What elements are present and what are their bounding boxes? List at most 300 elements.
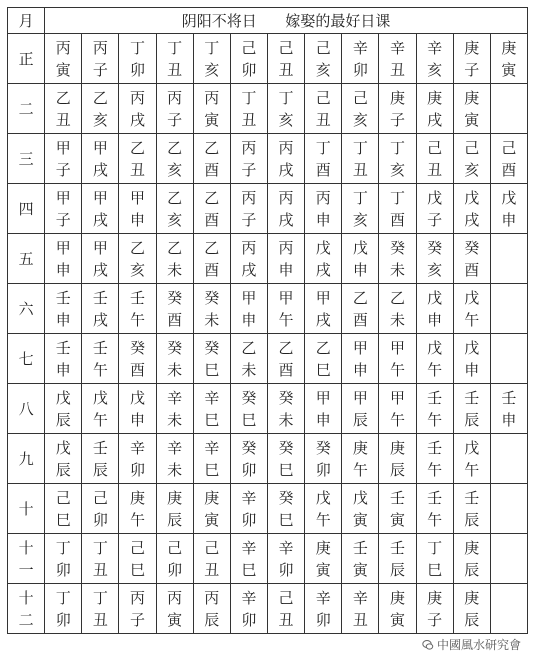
day-cell <box>379 534 416 584</box>
day-cell <box>490 484 527 534</box>
day-cell <box>490 534 527 584</box>
earthly-branch: 辰 <box>464 560 480 579</box>
day-cell <box>453 334 490 384</box>
earthly-branch: 未 <box>167 410 183 429</box>
day-cell <box>119 384 156 434</box>
heavenly-stem: 己 <box>501 138 517 157</box>
earthly-branch: 辰 <box>55 460 71 479</box>
day-cell <box>45 384 82 434</box>
heavenly-stem: 丁 <box>92 588 108 607</box>
day-cell <box>453 134 490 184</box>
heavenly-stem: 辛 <box>278 538 294 557</box>
earthly-branch: 未 <box>278 410 294 429</box>
heavenly-stem: 戊 <box>55 438 71 457</box>
earthly-branch: 未 <box>389 260 405 279</box>
heavenly-stem: 甲 <box>241 288 257 307</box>
heavenly-stem: 庚 <box>389 438 405 457</box>
day-cell <box>82 34 119 84</box>
heavenly-stem: 丙 <box>278 238 294 257</box>
heavenly-stem: 丁 <box>55 538 71 557</box>
day-cell <box>379 284 416 334</box>
earthly-branch: 子 <box>427 610 443 629</box>
day-cell <box>156 584 193 634</box>
heavenly-stem: 乙 <box>55 88 71 107</box>
month-row <box>8 134 528 184</box>
day-cell <box>490 134 527 184</box>
day-cell <box>82 384 119 434</box>
heavenly-stem: 丁 <box>241 88 257 107</box>
earthly-branch: 未 <box>389 310 405 329</box>
watermark <box>422 636 521 653</box>
earthly-branch: 巳 <box>278 510 294 529</box>
earthly-branch: 申 <box>55 260 71 279</box>
heavenly-stem: 戊 <box>464 188 480 207</box>
day-cell <box>490 34 527 84</box>
earthly-branch: 辰 <box>92 460 108 479</box>
heavenly-stem: 辛 <box>241 538 257 557</box>
heavenly-stem: 甲 <box>55 238 71 257</box>
heavenly-stem: 丙 <box>204 588 220 607</box>
watermark-text: 中國風水研究會 <box>436 638 521 652</box>
day-cell <box>305 84 342 134</box>
earthly-branch: 卯 <box>241 510 257 529</box>
heavenly-stem: 癸 <box>464 238 480 257</box>
day-cell <box>193 334 230 384</box>
heavenly-stem: 甲 <box>129 188 145 207</box>
earthly-branch: 酉 <box>464 260 480 279</box>
earthly-branch: 子 <box>129 610 145 629</box>
heavenly-stem: 己 <box>92 488 108 507</box>
earthly-branch: 戌 <box>129 110 145 129</box>
heavenly-stem: 庚 <box>129 488 145 507</box>
day-cell <box>453 534 490 584</box>
earthly-branch: 卯 <box>129 60 145 79</box>
day-cell <box>82 484 119 534</box>
heavenly-stem: 甲 <box>352 388 368 407</box>
day-cell <box>156 334 193 384</box>
heavenly-stem: 戊 <box>352 238 368 257</box>
day-cell <box>119 184 156 234</box>
earthly-branch: 午 <box>129 310 145 329</box>
month-row <box>8 384 528 434</box>
earthly-branch: 巳 <box>55 510 71 529</box>
heavenly-stem: 己 <box>278 38 294 57</box>
earthly-branch: 丑 <box>352 610 368 629</box>
heavenly-stem: 己 <box>129 538 145 557</box>
heavenly-stem: 丁 <box>129 38 145 57</box>
day-cell <box>119 584 156 634</box>
month-label: 十 <box>8 484 45 534</box>
heavenly-stem: 戊 <box>92 388 108 407</box>
heavenly-stem: 己 <box>241 38 257 57</box>
month-row <box>8 34 528 84</box>
earthly-branch: 亥 <box>352 210 368 229</box>
earthly-branch: 辰 <box>204 610 220 629</box>
heavenly-stem: 己 <box>352 88 368 107</box>
day-cell <box>193 534 230 584</box>
earthly-branch: 辰 <box>167 510 183 529</box>
earthly-branch: 辰 <box>389 560 405 579</box>
heavenly-stem: 丁 <box>352 138 368 157</box>
earthly-branch: 子 <box>167 110 183 129</box>
heavenly-stem: 丙 <box>241 188 257 207</box>
day-cell <box>45 484 82 534</box>
day-cell <box>45 334 82 384</box>
month-label: 十 二 <box>8 584 45 634</box>
earthly-branch: 卯 <box>315 610 331 629</box>
day-cell <box>342 184 379 234</box>
earthly-branch: 丑 <box>167 60 183 79</box>
day-cell <box>267 84 304 134</box>
day-cell <box>305 484 342 534</box>
heavenly-stem: 丁 <box>427 538 443 557</box>
earthly-branch: 丑 <box>427 160 443 179</box>
heavenly-stem: 庚 <box>389 588 405 607</box>
day-cell <box>267 484 304 534</box>
heavenly-stem: 戊 <box>464 438 480 457</box>
day-cell <box>230 534 267 584</box>
earthly-branch: 亥 <box>352 110 368 129</box>
heavenly-stem: 丙 <box>278 188 294 207</box>
heavenly-stem: 辛 <box>204 438 220 457</box>
earthly-branch: 午 <box>315 510 331 529</box>
heavenly-stem: 癸 <box>241 388 257 407</box>
day-cell <box>82 434 119 484</box>
earthly-branch: 卯 <box>352 60 368 79</box>
heavenly-stem: 丙 <box>129 88 145 107</box>
earthly-branch: 午 <box>389 410 405 429</box>
earthly-branch: 未 <box>241 360 257 379</box>
day-cell <box>267 584 304 634</box>
earthly-branch: 亥 <box>129 260 145 279</box>
heavenly-stem: 壬 <box>464 488 480 507</box>
day-cell <box>342 284 379 334</box>
month-label: 六 <box>8 284 45 334</box>
earthly-branch: 卯 <box>315 460 331 479</box>
earthly-branch: 亥 <box>389 160 405 179</box>
earthly-branch: 巳 <box>204 360 220 379</box>
earthly-branch: 丑 <box>92 560 108 579</box>
heavenly-stem: 庚 <box>427 88 443 107</box>
day-cell <box>193 384 230 434</box>
heavenly-stem: 丙 <box>167 588 183 607</box>
earthly-branch: 戌 <box>241 260 257 279</box>
heavenly-stem: 丁 <box>389 188 405 207</box>
day-cell <box>453 34 490 84</box>
heavenly-stem: 庚 <box>352 438 368 457</box>
earthly-branch: 未 <box>204 310 220 329</box>
day-cell <box>453 434 490 484</box>
earthly-branch: 卯 <box>167 560 183 579</box>
day-cell <box>82 184 119 234</box>
heavenly-stem: 丙 <box>278 138 294 157</box>
day-cell <box>305 434 342 484</box>
earthly-branch: 丑 <box>278 60 294 79</box>
day-cell <box>416 384 453 434</box>
earthly-branch: 卯 <box>241 60 257 79</box>
earthly-branch: 辰 <box>464 410 480 429</box>
heavenly-stem: 丁 <box>389 138 405 157</box>
day-cell <box>82 334 119 384</box>
earthly-branch: 辰 <box>464 610 480 629</box>
day-cell <box>45 34 82 84</box>
month-row <box>8 484 528 534</box>
day-cell <box>193 484 230 534</box>
day-cell <box>379 134 416 184</box>
earthly-branch: 卯 <box>241 610 257 629</box>
month-row <box>8 184 528 234</box>
earthly-branch: 酉 <box>278 360 294 379</box>
heavenly-stem: 乙 <box>241 338 257 357</box>
heavenly-stem: 辛 <box>427 38 443 57</box>
earthly-branch: 亥 <box>204 60 220 79</box>
day-cell <box>342 334 379 384</box>
day-cell <box>267 384 304 434</box>
day-cell <box>230 284 267 334</box>
heavenly-stem: 己 <box>204 538 220 557</box>
day-cell <box>453 484 490 534</box>
heavenly-stem: 戊 <box>427 288 443 307</box>
earthly-branch: 寅 <box>389 510 405 529</box>
day-cell <box>490 334 527 384</box>
earthly-branch: 申 <box>427 310 443 329</box>
day-cell <box>490 434 527 484</box>
heavenly-stem: 丙 <box>55 38 71 57</box>
earthly-branch: 寅 <box>55 60 71 79</box>
heavenly-stem: 辛 <box>315 588 331 607</box>
earthly-branch: 寅 <box>389 610 405 629</box>
heavenly-stem: 庚 <box>464 88 480 107</box>
earthly-branch: 巳 <box>204 460 220 479</box>
earthly-branch: 酉 <box>167 310 183 329</box>
earthly-branch: 午 <box>427 410 443 429</box>
earthly-branch: 丑 <box>55 110 71 129</box>
day-cell <box>267 284 304 334</box>
earthly-branch: 寅 <box>352 560 368 579</box>
month-label: 三 <box>8 134 45 184</box>
heavenly-stem: 己 <box>278 588 294 607</box>
day-cell <box>119 234 156 284</box>
day-cell <box>416 484 453 534</box>
day-cell <box>305 34 342 84</box>
day-cell <box>156 134 193 184</box>
heavenly-stem: 己 <box>167 538 183 557</box>
day-cell <box>82 134 119 184</box>
earthly-branch: 子 <box>464 60 480 79</box>
heavenly-stem: 丁 <box>167 38 183 57</box>
day-cell <box>230 84 267 134</box>
heavenly-stem: 壬 <box>129 288 145 307</box>
earthly-branch: 寅 <box>204 110 220 129</box>
heavenly-stem: 壬 <box>389 488 405 507</box>
heavenly-stem: 己 <box>55 488 71 507</box>
day-cell <box>193 584 230 634</box>
heavenly-stem: 癸 <box>129 338 145 357</box>
earthly-branch: 申 <box>315 410 331 429</box>
heavenly-stem: 丁 <box>92 538 108 557</box>
day-cell <box>453 284 490 334</box>
day-cell <box>379 384 416 434</box>
month-row <box>8 534 528 584</box>
earthly-branch: 巳 <box>278 460 294 479</box>
day-cell <box>416 334 453 384</box>
earthly-branch: 申 <box>464 360 480 379</box>
heavenly-stem: 戊 <box>427 188 443 207</box>
heavenly-stem: 甲 <box>55 188 71 207</box>
month-label: 四 <box>8 184 45 234</box>
day-cell <box>267 334 304 384</box>
heavenly-stem: 壬 <box>427 488 443 507</box>
day-cell <box>156 34 193 84</box>
earthly-branch: 寅 <box>501 60 517 79</box>
heavenly-stem: 癸 <box>278 438 294 457</box>
day-cell <box>379 84 416 134</box>
day-cell <box>342 34 379 84</box>
month-row <box>8 284 528 334</box>
earthly-branch: 亥 <box>92 110 108 129</box>
earthly-branch: 丑 <box>278 610 294 629</box>
earthly-branch: 戌 <box>92 310 108 329</box>
earthly-branch: 巳 <box>315 360 331 379</box>
earthly-branch: 酉 <box>389 210 405 229</box>
day-cell <box>267 34 304 84</box>
day-cell <box>230 134 267 184</box>
heavenly-stem: 辛 <box>167 388 183 407</box>
day-cell <box>119 534 156 584</box>
heavenly-stem: 乙 <box>204 138 220 157</box>
heavenly-stem: 庚 <box>464 38 480 57</box>
heavenly-stem: 辛 <box>389 38 405 57</box>
day-cell <box>453 184 490 234</box>
heavenly-stem: 丁 <box>315 138 331 157</box>
earthly-branch: 丑 <box>315 110 331 129</box>
day-cell <box>305 584 342 634</box>
heavenly-stem: 乙 <box>92 88 108 107</box>
heavenly-stem: 乙 <box>167 188 183 207</box>
earthly-branch: 酉 <box>501 160 517 179</box>
heavenly-stem: 丙 <box>241 138 257 157</box>
day-cell <box>193 84 230 134</box>
heavenly-stem: 甲 <box>92 238 108 257</box>
heavenly-stem: 戊 <box>464 288 480 307</box>
earthly-branch: 酉 <box>315 160 331 179</box>
heavenly-stem: 甲 <box>92 138 108 157</box>
heavenly-stem: 庚 <box>501 38 517 57</box>
earthly-branch: 卯 <box>278 560 294 579</box>
month-label: 五 <box>8 234 45 284</box>
heavenly-stem: 甲 <box>389 338 405 357</box>
day-cell <box>156 284 193 334</box>
earthly-branch: 戌 <box>464 210 480 229</box>
day-cell <box>45 84 82 134</box>
earthly-branch: 午 <box>389 360 405 379</box>
day-cell <box>490 284 527 334</box>
earthly-branch: 巳 <box>241 560 257 579</box>
earthly-branch: 午 <box>427 510 443 529</box>
heavenly-stem: 丙 <box>204 88 220 107</box>
earthly-branch: 未 <box>167 260 183 279</box>
day-cell <box>193 134 230 184</box>
earthly-branch: 子 <box>241 210 257 229</box>
day-cell <box>453 584 490 634</box>
day-cell <box>119 34 156 84</box>
table-title-text: 阴阳不将日 嫁娶的最好日课 <box>181 11 391 30</box>
heavenly-stem: 丁 <box>352 188 368 207</box>
month-label: 七 <box>8 334 45 384</box>
day-cell <box>416 284 453 334</box>
day-cell <box>267 234 304 284</box>
heavenly-stem: 壬 <box>55 338 71 357</box>
earthly-branch: 戌 <box>315 260 331 279</box>
day-cell <box>379 34 416 84</box>
earthly-branch: 卯 <box>92 510 108 529</box>
month-row <box>8 584 528 634</box>
month-row <box>8 234 528 284</box>
earthly-branch: 戌 <box>92 160 108 179</box>
earthly-branch: 寅 <box>464 110 480 129</box>
heavenly-stem: 戊 <box>55 388 71 407</box>
heavenly-stem: 辛 <box>352 38 368 57</box>
day-cell <box>490 384 527 434</box>
day-cell <box>379 184 416 234</box>
earthly-branch: 寅 <box>204 510 220 529</box>
earthly-branch: 巳 <box>241 410 257 429</box>
heavenly-stem: 庚 <box>204 488 220 507</box>
heavenly-stem: 戊 <box>315 488 331 507</box>
earthly-branch: 申 <box>501 210 517 229</box>
earthly-branch: 午 <box>464 460 480 479</box>
heavenly-stem: 乙 <box>204 238 220 257</box>
day-cell <box>267 184 304 234</box>
heavenly-stem: 丁 <box>278 88 294 107</box>
heavenly-stem: 乙 <box>167 138 183 157</box>
heavenly-stem: 乙 <box>278 338 294 357</box>
heavenly-stem: 壬 <box>92 288 108 307</box>
day-cell <box>82 284 119 334</box>
heavenly-stem: 乙 <box>167 238 183 257</box>
heavenly-stem: 戊 <box>427 338 443 357</box>
day-cell <box>305 384 342 434</box>
earthly-branch: 子 <box>241 160 257 179</box>
day-cell <box>156 84 193 134</box>
earthly-branch: 申 <box>278 260 294 279</box>
day-cell <box>342 584 379 634</box>
heavenly-stem: 己 <box>315 88 331 107</box>
heavenly-stem: 癸 <box>427 238 443 257</box>
earthly-branch: 辰 <box>464 510 480 529</box>
earthly-branch: 申 <box>241 310 257 329</box>
month-label: 八 <box>8 384 45 434</box>
heavenly-stem: 辛 <box>241 488 257 507</box>
heavenly-stem: 乙 <box>352 288 368 307</box>
day-cell <box>119 434 156 484</box>
day-cell <box>119 284 156 334</box>
earthly-branch: 卯 <box>55 610 71 629</box>
earthly-branch: 申 <box>55 310 71 329</box>
earthly-branch: 亥 <box>464 160 480 179</box>
earthly-branch: 丑 <box>389 60 405 79</box>
earthly-branch: 申 <box>55 360 71 379</box>
earthly-branch: 申 <box>352 360 368 379</box>
day-cell <box>193 234 230 284</box>
day-cell <box>45 234 82 284</box>
heavenly-stem: 甲 <box>278 288 294 307</box>
heavenly-stem: 壬 <box>55 288 71 307</box>
day-cell <box>379 234 416 284</box>
heavenly-stem: 丁 <box>55 588 71 607</box>
day-cell <box>156 184 193 234</box>
earthly-branch: 卯 <box>241 460 257 479</box>
